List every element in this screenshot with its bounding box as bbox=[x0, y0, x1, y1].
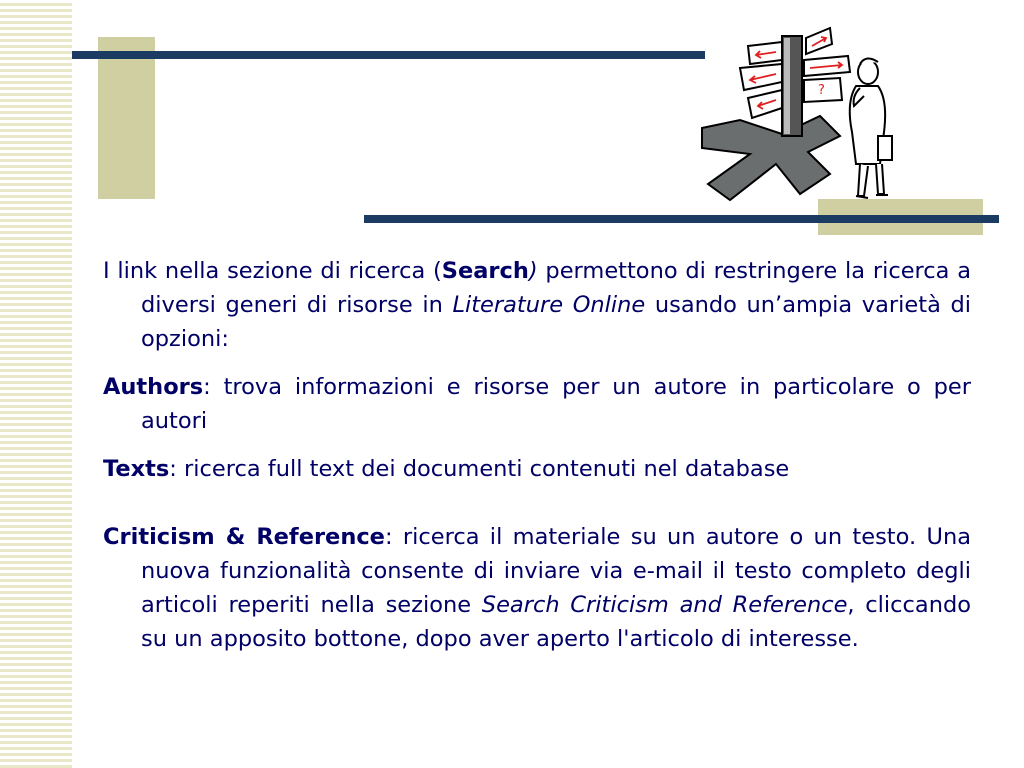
intro-paragraph: I link nella sezione di ricerca (Search) permettono di restringere la ricerca a diversi generi di risorse in Literature Online usando un’ampia varietà di opzioni: bbox=[103, 258, 971, 352]
authors-term: Authors bbox=[103, 374, 204, 400]
slide-body bbox=[103, 254, 971, 670]
bottom-rule bbox=[364, 215, 999, 223]
criticism-reference-term: Criticism & Reference bbox=[103, 524, 385, 550]
striped-margin bbox=[0, 0, 72, 768]
decorative-block-left bbox=[98, 37, 155, 199]
signpost-question-icon bbox=[680, 24, 910, 214]
texts-term: Texts bbox=[103, 456, 170, 482]
search-term: Search bbox=[441, 258, 529, 284]
literature-online-term: Literature Online bbox=[452, 292, 646, 318]
top-rule bbox=[72, 51, 705, 59]
criticism-paragraph: Criticism & Reference: ricerca il materiale su un autore o un testo. Una nuova funzionalità consente di inviare via e-mail il testo completo degli articoli reperiti nella sezione Search Criticism and Reference, cliccando su un apposito bottone, dopo aver aperto l'articolo di interesse. bbox=[103, 524, 971, 652]
svg-text:?: ? bbox=[818, 83, 825, 98]
search-criticism-term: Search Criticism and Reference bbox=[481, 592, 848, 618]
authors-paragraph: Authors: trova informazioni e risorse per un autore in particolare o per autori bbox=[103, 374, 971, 434]
texts-paragraph: Texts: ricerca full text dei documenti contenuti nel database bbox=[103, 456, 790, 482]
